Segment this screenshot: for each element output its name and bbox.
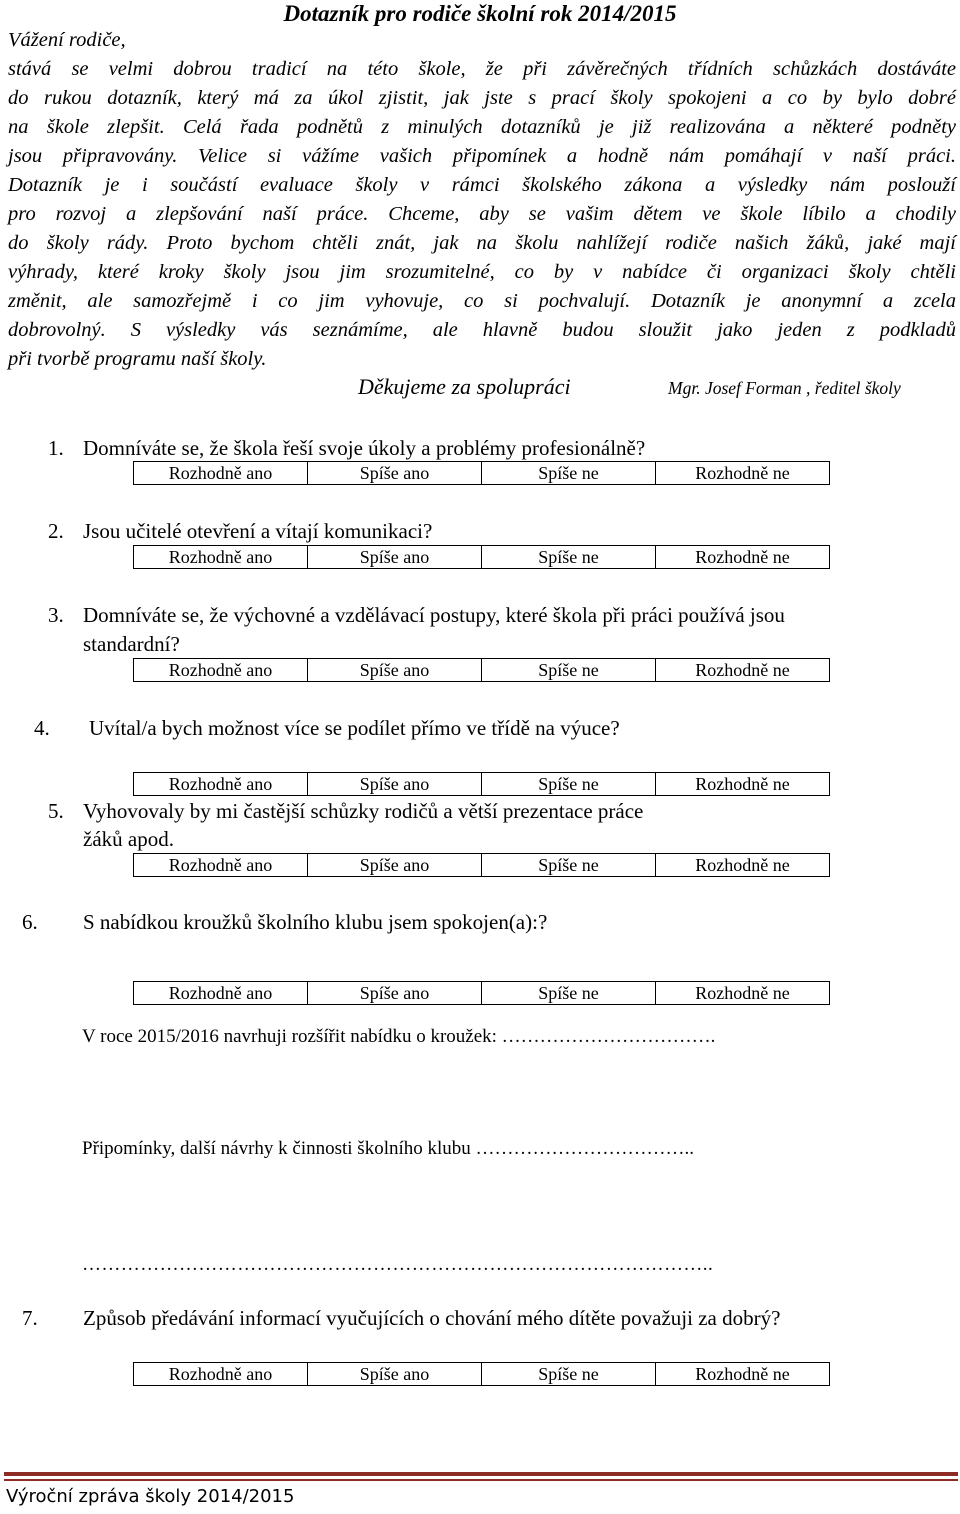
question-number: 7. <box>22 1306 38 1330</box>
greeting: Vážení rodiče, <box>8 29 126 51</box>
option-rozhodne-ne[interactable]: Rozhodně ne <box>656 1363 830 1386</box>
question-text: Domníváte se, že škola řeší svoje úkoly a problémy profesionálně? <box>83 436 646 460</box>
option-spise-ne[interactable]: Spíše ne <box>482 1363 656 1386</box>
club-suggestion-field[interactable]: V roce 2015/2016 navrhuji rozšířit nabídku o kroužek: ……………………………. <box>82 1026 716 1047</box>
intro-line: jsou připravovány. Velice si vážíme vašich připomínek a hodně nám pomáhají v naší práci. <box>8 145 956 167</box>
question-text-cont: standardní? <box>83 632 180 656</box>
option-rozhodne-ano[interactable]: Rozhodně ano <box>134 854 308 877</box>
intro-line: Dotazník je i součástí evaluace školy v rámci školského zákona a výsledky nám poslouží <box>8 174 956 196</box>
question-text: S nabídkou kroužků školního klubu jsem spokojen(a):? <box>83 910 548 934</box>
option-rozhodne-ano[interactable]: Rozhodně ano <box>134 773 308 796</box>
option-spise-ne[interactable]: Spíše ne <box>482 659 656 682</box>
intro-letter <box>8 26 956 374</box>
option-spise-ano[interactable]: Spíše ano <box>308 1363 482 1386</box>
option-spise-ano[interactable]: Spíše ano <box>308 546 482 569</box>
option-rozhodne-ne[interactable]: Rozhodně ne <box>656 854 830 877</box>
question-text: Vyhovovaly by mi častější schůzky rodičů a větší prezentace práce <box>83 799 644 823</box>
option-spise-ne[interactable]: Spíše ne <box>482 462 656 485</box>
answer-options <box>133 772 830 796</box>
page-footer: Výroční zpráva školy 2014/2015 <box>6 1486 295 1507</box>
intro-line: pro rozvoj a zlepšování naší práce. Chceme, aby se vašim dětem ve škole líbilo a chodily <box>8 203 956 225</box>
intro-line: změnit, ale samozřejmě i co jim vyhovuje, co si pochvalují. Dotazník je anonymní a zcela <box>8 290 956 312</box>
option-rozhodne-ano[interactable]: Rozhodně ano <box>134 659 308 682</box>
option-rozhodne-ne[interactable]: Rozhodně ne <box>656 982 830 1005</box>
question-number: 5. <box>48 799 64 823</box>
option-spise-ano[interactable]: Spíše ano <box>308 982 482 1005</box>
option-rozhodne-ne[interactable]: Rozhodně ne <box>656 773 830 796</box>
question-number: 1. <box>48 436 64 460</box>
question-number: 2. <box>48 519 64 543</box>
signature: Mgr. Josef Forman , ředitel školy <box>668 378 901 398</box>
option-spise-ano[interactable]: Spíše ano <box>308 659 482 682</box>
question-number: 6. <box>22 910 38 934</box>
answer-options <box>133 461 830 485</box>
thanks-text: Děkujeme za spolupráci <box>358 374 571 399</box>
intro-line: při tvorbě programu naší školy. <box>8 348 267 370</box>
answer-options <box>133 1362 830 1386</box>
footer-rule-thin <box>4 1479 958 1481</box>
answer-options <box>133 853 830 877</box>
question-number: 4. <box>34 716 50 740</box>
intro-line: výhrady, které kroky školy jsou jim srozumitelné, co by v nabídce či organizaci školy chtěli <box>8 261 956 283</box>
intro-line: do rukou dotazník, který má za úkol zjistit, jak jste s prací školy spokojeni a co by bylo dobré <box>8 87 956 109</box>
club-comments-field[interactable]: Připomínky, další návrhy k činnosti školního klubu …………………………….. <box>82 1138 695 1159</box>
document-title: Dotazník pro rodiče školní rok 2014/2015 <box>283 1 677 26</box>
question-text: Způsob předávání informací vyučujících o chování mého dítěte považuji za dobrý? <box>83 1306 781 1330</box>
option-spise-ano[interactable]: Spíše ano <box>308 854 482 877</box>
option-rozhodne-ano[interactable]: Rozhodně ano <box>134 1363 308 1386</box>
intro-line: do školy rády. Proto bychom chtěli znát, jak na školu nahlížejí rodiče našich žáků, jaké mají <box>8 232 956 254</box>
option-spise-ne[interactable]: Spíše ne <box>482 773 656 796</box>
intro-line: na škole zlepšit. Celá řada podnětů z minulých dotazníků je již realizována a některé podněty <box>8 116 956 138</box>
answer-options <box>133 981 830 1005</box>
question-number: 3. <box>48 603 64 627</box>
intro-line: stává se velmi dobrou tradicí na této škole, že při závěrečných třídních schůzkách dostáváte <box>8 58 956 80</box>
option-spise-ne[interactable]: Spíše ne <box>482 546 656 569</box>
option-rozhodne-ano[interactable]: Rozhodně ano <box>134 546 308 569</box>
intro-line: dobrovolný. S výsledky vás seznámíme, ale hlavně budou sloužit jako jeden z podkladů <box>8 319 956 341</box>
option-spise-ne[interactable]: Spíše ne <box>482 854 656 877</box>
option-rozhodne-ano[interactable]: Rozhodně ano <box>134 982 308 1005</box>
question-text: Uvítal/a bych možnost více se podílet přímo ve třídě na výuce? <box>89 716 620 740</box>
option-rozhodne-ne[interactable]: Rozhodně ne <box>656 546 830 569</box>
question-text-cont: žáků apod. <box>83 827 174 851</box>
option-spise-ne[interactable]: Spíše ne <box>482 982 656 1005</box>
option-rozhodne-ne[interactable]: Rozhodně ne <box>656 462 830 485</box>
option-spise-ano[interactable]: Spíše ano <box>308 462 482 485</box>
option-rozhodne-ano[interactable]: Rozhodně ano <box>134 462 308 485</box>
question-text: Domníváte se, že výchovné a vzdělávací postupy, které škola při práci používá jsou <box>83 603 785 627</box>
footer-rule-thick <box>4 1472 958 1476</box>
option-rozhodne-ne[interactable]: Rozhodně ne <box>656 659 830 682</box>
option-spise-ano[interactable]: Spíše ano <box>308 773 482 796</box>
answer-options <box>133 658 830 682</box>
question-text: Jsou učitelé otevření a vítají komunikaci? <box>83 519 433 543</box>
answer-options <box>133 545 830 569</box>
comments-dotted-line[interactable]: …………………………………………………………………………………….. <box>82 1254 714 1275</box>
